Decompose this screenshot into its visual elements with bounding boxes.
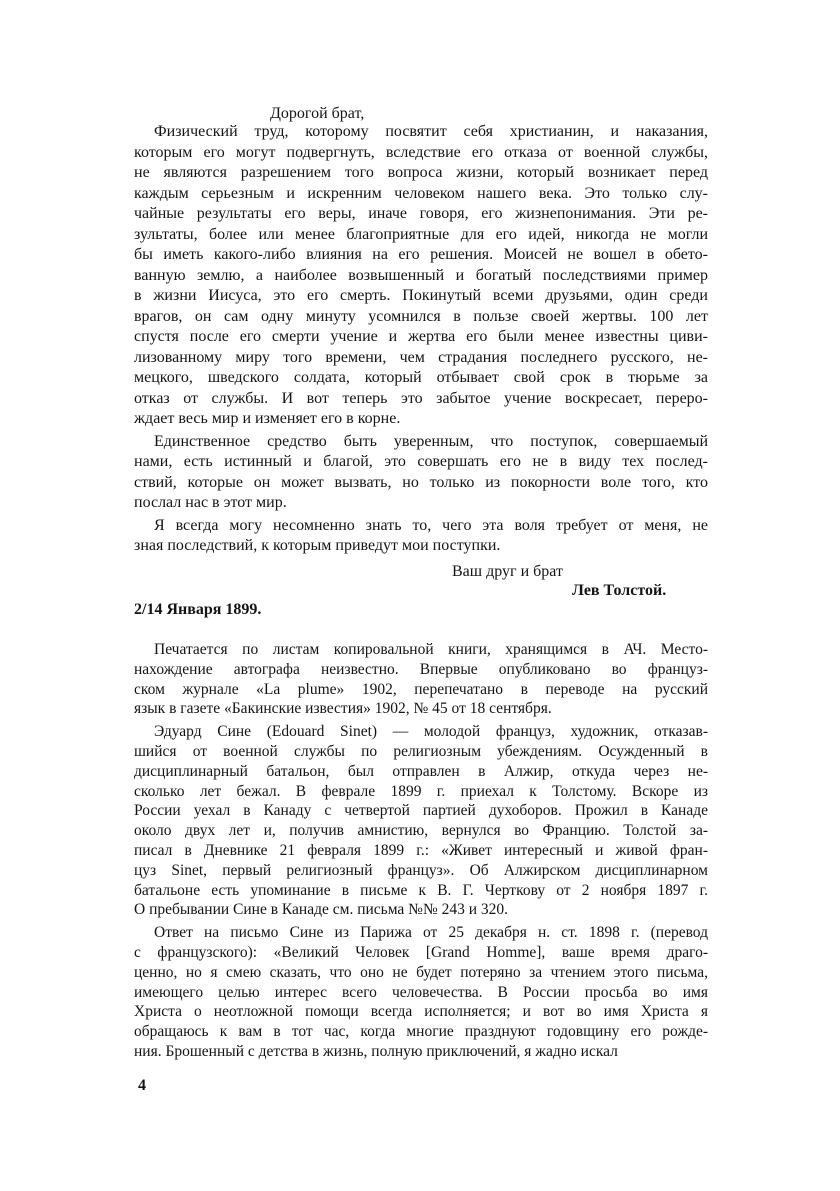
text-line: язык в газете «Бакинские известия» 1902, № 45 от 18 сентября. [134,700,552,718]
paragraph [134,640,708,719]
text-line: ния. Брошенный с детства в жизнь, полную приключений, я жадно искал [134,1042,618,1060]
text-line: ценно, но я смею сказать, что оно не будет потеряно за чтением этого письма, [134,963,708,981]
text-line: бы иметь какого-либо влияния на его решения. Моисей не вошел в обето- [134,246,708,263]
text-line: шийся от военной службы по религиозным убеждениям. Осужденный в [134,742,708,760]
page-number: 4 [138,1077,146,1094]
text-line: имеющего целью интерес всего человечества. В России просьба во имя [134,983,708,1001]
text-line: врагов, он сам одну минуту усомнился в пользе своей жертвы. 100 лет [134,307,708,325]
text-line: послал нас в этот мир. [134,494,287,511]
text-line: не являются разрешением того вопроса жизни, который возникает перед [134,164,708,181]
text-line: в жизни Иисуса, это его смерть. Покинутый всеми друзьями, один среди [134,287,708,304]
text-line: зультаты, более или менее благоприятные для его идей, никогда не могли [134,225,708,243]
text-line: ждает весь мир и изменяет его в корне. [134,410,401,427]
editorial-notes [134,640,708,1065]
text-line: нами, есть истинный и благой, это совершать его не в виду тех послед- [134,453,708,470]
text-line: батальоне есть упоминание в письме к В. Г. Черткову от 2 ноября 1897 г. [134,881,708,899]
text-line: лизованному миру того времени, чем страдания последнего русского, не- [134,348,708,366]
text-line: зная последствий, к которым приведут мои поступки. [134,537,501,554]
text-line: сколько лет бежал. В феврале 1899 г. приехал к Толстому. Вскоре из [134,782,708,800]
text-line: Эдуард Сине (Edouard Sinet) — молодой француз, художник, отказав- [154,723,708,741]
text-line: нахождение автографа неизвестно. Впервые опубликовано во француз- [134,660,708,678]
letter-signature: Лев Толстой. [572,582,667,599]
text-line: О пребывании Сине в Канаде см. письма №№ 243 и 320. [134,901,509,919]
text-line: Христа о неотложной помощи всегда исполняется; и вот во имя Христа я [134,1003,708,1021]
text-line: Ответ на письмо Сине из Парижа от 25 декабря н. ст. 1898 г. (перевод [154,924,708,942]
text-line: каждым серьезным и искренним человеком нашего века. Это только слу- [134,184,708,202]
text-line: дисциплинарный батальон, был отправлен в Алжир, откуда через не- [134,762,708,780]
text-line: писал в Дневнике 21 февраля 1899 г.: «Живет интересный и живой фран- [134,841,708,859]
text-line: которым его могут подвергнуть, вследствие его отказа от военной службы, [134,143,708,161]
text-line: цуз Sinet, первый религиозный француз». Об Алжирском дисциплинарном [134,861,708,879]
text-line: с французского): «Великий Человек [Grand Homme], ваше время драго- [134,943,708,961]
text-line: мецкого, шведского солдата, который отбывает свой срок в тюрьме за [134,369,708,386]
letter-date: 2/14 Января 1899. [134,601,262,618]
text-line: Единственное средство быть уверенным, что поступок, совершаемый [154,432,708,450]
text-line: спустя после его смерти учение и жертва его были менее известны циви- [134,328,708,345]
text-line: ском журнале «La plume» 1902, перепечатано в переводе на русский [134,680,708,698]
paragraph [134,432,708,514]
text-line: Я всегда могу несомненно знать то, чего эта воля требует от меня, не [154,516,708,534]
text-line: ванную землю, а наиболее возвышенный и богатый последствиями пример [134,266,708,284]
text-line: Физический труд, которому посвятит себя христианин, и наказания, [154,123,708,140]
letter-closing: Ваш друг и брат [452,563,563,580]
text-line: обращаюсь к вам в тот час, когда многие празднуют годовщину его рожде- [134,1023,708,1041]
letter-body [134,122,708,559]
text-line: России уехал в Канаду с четвертой партией духоборов. Прожил в Канаде [134,802,708,820]
text-line: Печатается по листам копировальной книги, хранящимся в АЧ. Место- [154,641,708,658]
paragraph [134,516,708,557]
text-line: ствий, которые он может вызвать, но только из покорности воле того, кто [134,473,708,491]
text-line: чайные результаты его веры, иначе говоря, его жизнепонимания. Эти ре- [134,205,708,222]
text-line: отказ от службы. И вот теперь это забытое учение воскресает, переро- [134,389,708,407]
paragraph [134,722,708,920]
letter-salutation: Дорогой брат, [270,105,365,122]
paragraph [134,923,708,1062]
paragraph [134,122,708,430]
text-line: около двух лет и, получив амнистию, вернулся во Францию. Толстой за- [134,822,708,840]
